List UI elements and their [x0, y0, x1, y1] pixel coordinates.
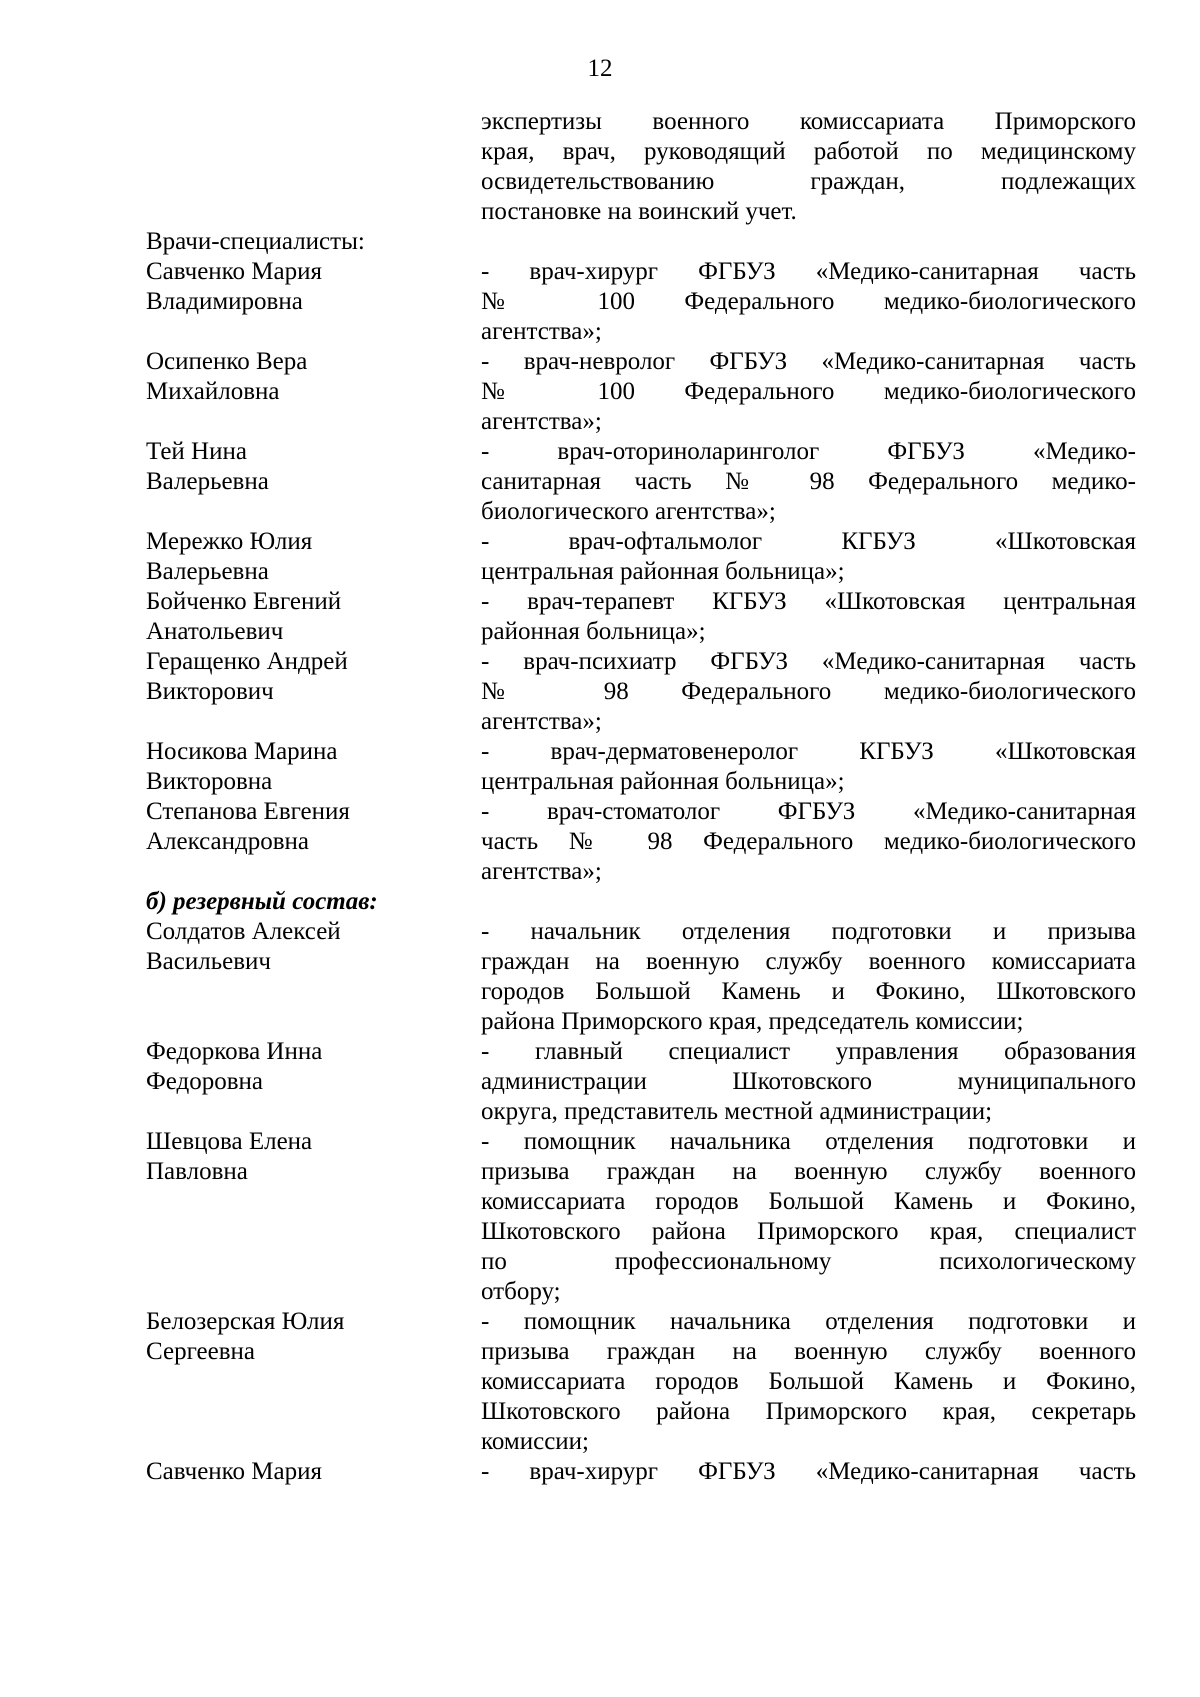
member-name-line: Викторович	[146, 678, 274, 705]
member-position-line: - врач-терапевт КГБУЗ «Шкотовская центральная	[481, 588, 1136, 615]
member-position-line: призыва граждан на военную службу военного	[481, 1158, 1136, 1185]
member-position-line: комиссариата городов Большой Камень и Фокино,	[481, 1368, 1136, 1395]
reserve-heading: б) резервный состав:	[146, 888, 378, 915]
specialists-list	[146, 257, 1136, 887]
member-position	[481, 1037, 1136, 1127]
member-position-line: призыва граждан на военную службу военного	[481, 1338, 1136, 1365]
member-name	[146, 347, 481, 407]
member-position-line: администрации Шкотовского муниципального	[481, 1068, 1136, 1095]
member-position-line: центральная районная больница»;	[481, 558, 845, 585]
member-name	[146, 797, 481, 857]
member-name	[146, 1127, 481, 1187]
member-position-line: - помощник начальника отделения подготовки и	[481, 1128, 1136, 1155]
member-position-line: отбору;	[481, 1278, 561, 1305]
member-position-line: - врач-психиатр ФГБУЗ «Медико-санитарная часть	[481, 648, 1136, 675]
member-name-line: Валерьевна	[146, 558, 269, 585]
member-name-line: Шевцова Елена	[146, 1128, 313, 1155]
member-position-line: округа, представитель местной администрации;	[481, 1098, 993, 1125]
member-name-line: Савченко Мария	[146, 258, 323, 285]
member-position-line: - начальник отделения подготовки и призыва	[481, 918, 1136, 945]
member-position	[481, 917, 1136, 1037]
member-name-line: Михайловна	[146, 378, 280, 405]
member-position	[481, 737, 1136, 797]
member-name-line: Бойченко Евгений	[146, 588, 342, 615]
member-row	[146, 797, 1136, 887]
member-row	[146, 1307, 1136, 1457]
member-position-line: центральная районная больница»;	[481, 768, 845, 795]
member-name-line: Осипенко Вера	[146, 348, 308, 375]
member-position-line: по профессиональному психологическому	[481, 1248, 1136, 1275]
document-body	[146, 107, 1136, 1487]
member-row	[146, 527, 1136, 587]
member-position-line: № 100 Федерального медико-биологического	[481, 288, 1136, 315]
intro-line: освидетельствованию граждан, подлежащих	[481, 168, 1136, 195]
member-row	[146, 647, 1136, 737]
member-row	[146, 587, 1136, 647]
member-name-line: Викторовна	[146, 768, 273, 795]
member-name-line: Носикова Марина	[146, 738, 338, 765]
member-row	[146, 437, 1136, 527]
member-name-line: Белозерская Юлия	[146, 1308, 345, 1335]
member-position-line: агентства»;	[481, 318, 602, 345]
member-name	[146, 647, 481, 707]
member-position-line: № 98 Федерального медико-биологического	[481, 678, 1136, 705]
member-name-line: Александровна	[146, 828, 310, 855]
member-name-line: Федоркова Инна	[146, 1038, 323, 1065]
member-name	[146, 1307, 481, 1367]
member-name	[146, 1037, 481, 1097]
member-name-line: Анатольевич	[146, 618, 284, 645]
member-name-line: Геращенко Андрей	[146, 648, 348, 675]
member-position-line: - врач-стоматолог ФГБУЗ «Медико-санитарная	[481, 798, 1136, 825]
member-name	[146, 737, 481, 797]
member-row	[146, 347, 1136, 437]
member-name-line: Солдатов Алексей	[146, 918, 341, 945]
member-position	[481, 257, 1136, 347]
member-name-line: Тей Нина	[146, 438, 247, 465]
member-position-line: № 100 Федерального медико-биологического	[481, 378, 1136, 405]
member-name	[146, 1457, 481, 1487]
member-position-line: - врач-офтальмолог КГБУЗ «Шкотовская	[481, 528, 1136, 555]
member-name-line: Федоровна	[146, 1068, 264, 1095]
member-position-line: - врач-оториноларинголог ФГБУЗ «Медико-	[481, 438, 1136, 465]
member-position-line: часть № 98 Федерального медико-биологического	[481, 828, 1136, 855]
member-position-line: - помощник начальника отделения подготовки и	[481, 1308, 1136, 1335]
intro-line: экспертизы военного комиссариата Приморского	[481, 108, 1136, 135]
member-name	[146, 437, 481, 497]
member-position-line: - врач-дерматовенеролог КГБУЗ «Шкотовская	[481, 738, 1136, 765]
member-position	[481, 1307, 1136, 1457]
member-name-line: Валерьевна	[146, 468, 269, 495]
member-position-line: граждан на военную службу военного комиссариата	[481, 948, 1136, 975]
member-position-line: агентства»;	[481, 408, 602, 435]
intro-line: постановке на воинский учет.	[481, 198, 797, 225]
member-position-line: районная больница»;	[481, 618, 706, 645]
member-row	[146, 917, 1136, 1037]
member-row	[146, 1037, 1136, 1127]
page-number: 12	[587, 55, 613, 82]
member-position-line: - врач-хирург ФГБУЗ «Медико-санитарная часть	[481, 258, 1136, 285]
member-position	[481, 1127, 1136, 1307]
member-position	[481, 647, 1136, 737]
member-row	[146, 1127, 1136, 1307]
intro-block	[146, 107, 1136, 227]
member-position-line: комиссариата городов Большой Камень и Фокино,	[481, 1188, 1136, 1215]
member-name	[146, 257, 481, 317]
member-name-line: Степанова Евгения	[146, 798, 350, 825]
member-name	[146, 917, 481, 977]
member-position-line: комиссии;	[481, 1428, 589, 1455]
member-name-line: Мережко Юлия	[146, 528, 313, 555]
member-name	[146, 527, 481, 587]
member-row	[146, 1457, 1136, 1487]
intro-line: края, врач, руководящий работой по медицинскому	[481, 138, 1136, 165]
member-position	[481, 797, 1136, 887]
reserve-list	[146, 917, 1136, 1487]
member-name-line: Сергеевна	[146, 1338, 255, 1365]
specialists-heading: Врачи-специалисты:	[146, 228, 365, 255]
member-position-line: городов Большой Камень и Фокино, Шкотовского	[481, 978, 1136, 1005]
member-position	[481, 347, 1136, 437]
member-position-line: Шкотовского района Приморского края, специалист	[481, 1218, 1136, 1245]
member-position	[481, 437, 1136, 527]
member-position-line: - врач-хирург ФГБУЗ «Медико-санитарная часть	[481, 1458, 1136, 1485]
member-name-line: Савченко Мария	[146, 1458, 323, 1485]
member-position	[481, 1457, 1136, 1487]
member-position-line: агентства»;	[481, 708, 602, 735]
member-position-line: Шкотовского района Приморского края, секретарь	[481, 1398, 1136, 1425]
member-name-line: Павловна	[146, 1158, 248, 1185]
member-row	[146, 737, 1136, 797]
member-position	[481, 527, 1136, 587]
member-row	[146, 257, 1136, 347]
member-position-line: - врач-невролог ФГБУЗ «Медико-санитарная часть	[481, 348, 1136, 375]
member-position-line: района Приморского края, председатель комиссии;	[481, 1008, 1024, 1035]
member-name-line: Васильевич	[146, 948, 271, 975]
member-name	[146, 587, 481, 647]
member-position-line: - главный специалист управления образования	[481, 1038, 1136, 1065]
member-position-line: биологического агентства»;	[481, 498, 776, 525]
member-position-line: санитарная часть № 98 Федерального медико-	[481, 468, 1136, 495]
member-position	[481, 587, 1136, 647]
member-position-line: агентства»;	[481, 858, 602, 885]
member-name-line: Владимировна	[146, 288, 303, 315]
